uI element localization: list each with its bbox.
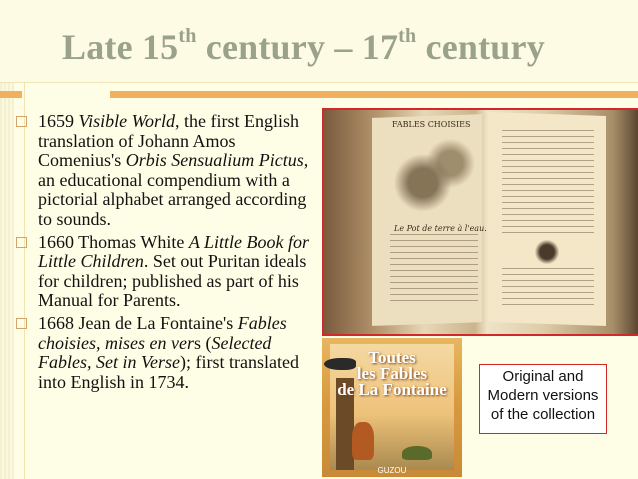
cover-turtle xyxy=(402,446,432,460)
book-illustration xyxy=(386,136,478,214)
bullet-square-icon xyxy=(16,237,27,248)
modern-book-cover xyxy=(322,338,462,477)
cover-title: Toutes les Fables de La Fontaine xyxy=(337,348,447,399)
bullet-text-segment: 1660 Thomas White xyxy=(38,231,189,252)
bullet-text-segment: Orbis Sensualium Pictus xyxy=(125,150,304,171)
bullet-text-segment: 1659 xyxy=(38,111,79,131)
bullet-text-segment: , the first English translation of Johann Amos Comenius's xyxy=(38,111,300,171)
book-ornament xyxy=(532,238,562,266)
bullet-item xyxy=(16,112,316,230)
bullet-text-segment: ); first translated into English in 1734. xyxy=(38,352,299,392)
book-right-text xyxy=(502,130,594,238)
cover-fox xyxy=(352,422,374,460)
image-caption: Original and Modern versions of the collection xyxy=(479,364,607,434)
bullet-text-segment: 1668 Jean de La Fontaine's xyxy=(38,312,238,333)
bullet-text-segment: A Little Book for Little Children xyxy=(38,231,309,272)
bullet-text-segment: Visible World xyxy=(78,111,176,131)
old-book-photo xyxy=(322,108,638,336)
bullet-text-segment: s ( xyxy=(193,332,212,353)
slide-title: Late 15th century – 17th century xyxy=(62,25,545,67)
book-fable-title: Le Pot de terre à l'eau. xyxy=(394,224,487,233)
bullet-square-icon xyxy=(16,116,27,127)
cover-author: GUZOU xyxy=(377,466,407,475)
accent-bar-right xyxy=(110,91,638,98)
bullet-text-segment: , an educational compendium with a pictorial alphabet arranged according to sounds. xyxy=(38,150,309,229)
title-bar xyxy=(0,0,638,83)
bullet-text-segment: Selected Fables, Set in Verse xyxy=(38,332,272,373)
book-left-text xyxy=(390,234,478,304)
book-page-header: FABLES CHOISIES xyxy=(392,120,471,129)
accent-bar-left xyxy=(0,91,22,98)
bullet-item xyxy=(16,233,316,311)
bullet-item xyxy=(16,314,316,392)
bullet-square-icon xyxy=(16,318,27,329)
bullet-text-segment: . Set out Puritan ideals for children; published as part of his Manual for Parents. xyxy=(38,251,307,311)
bullet-text-segment: Fables choisies, mises en ver xyxy=(38,312,287,353)
bullet-list xyxy=(16,112,316,395)
book-right-text-lower xyxy=(502,268,594,308)
